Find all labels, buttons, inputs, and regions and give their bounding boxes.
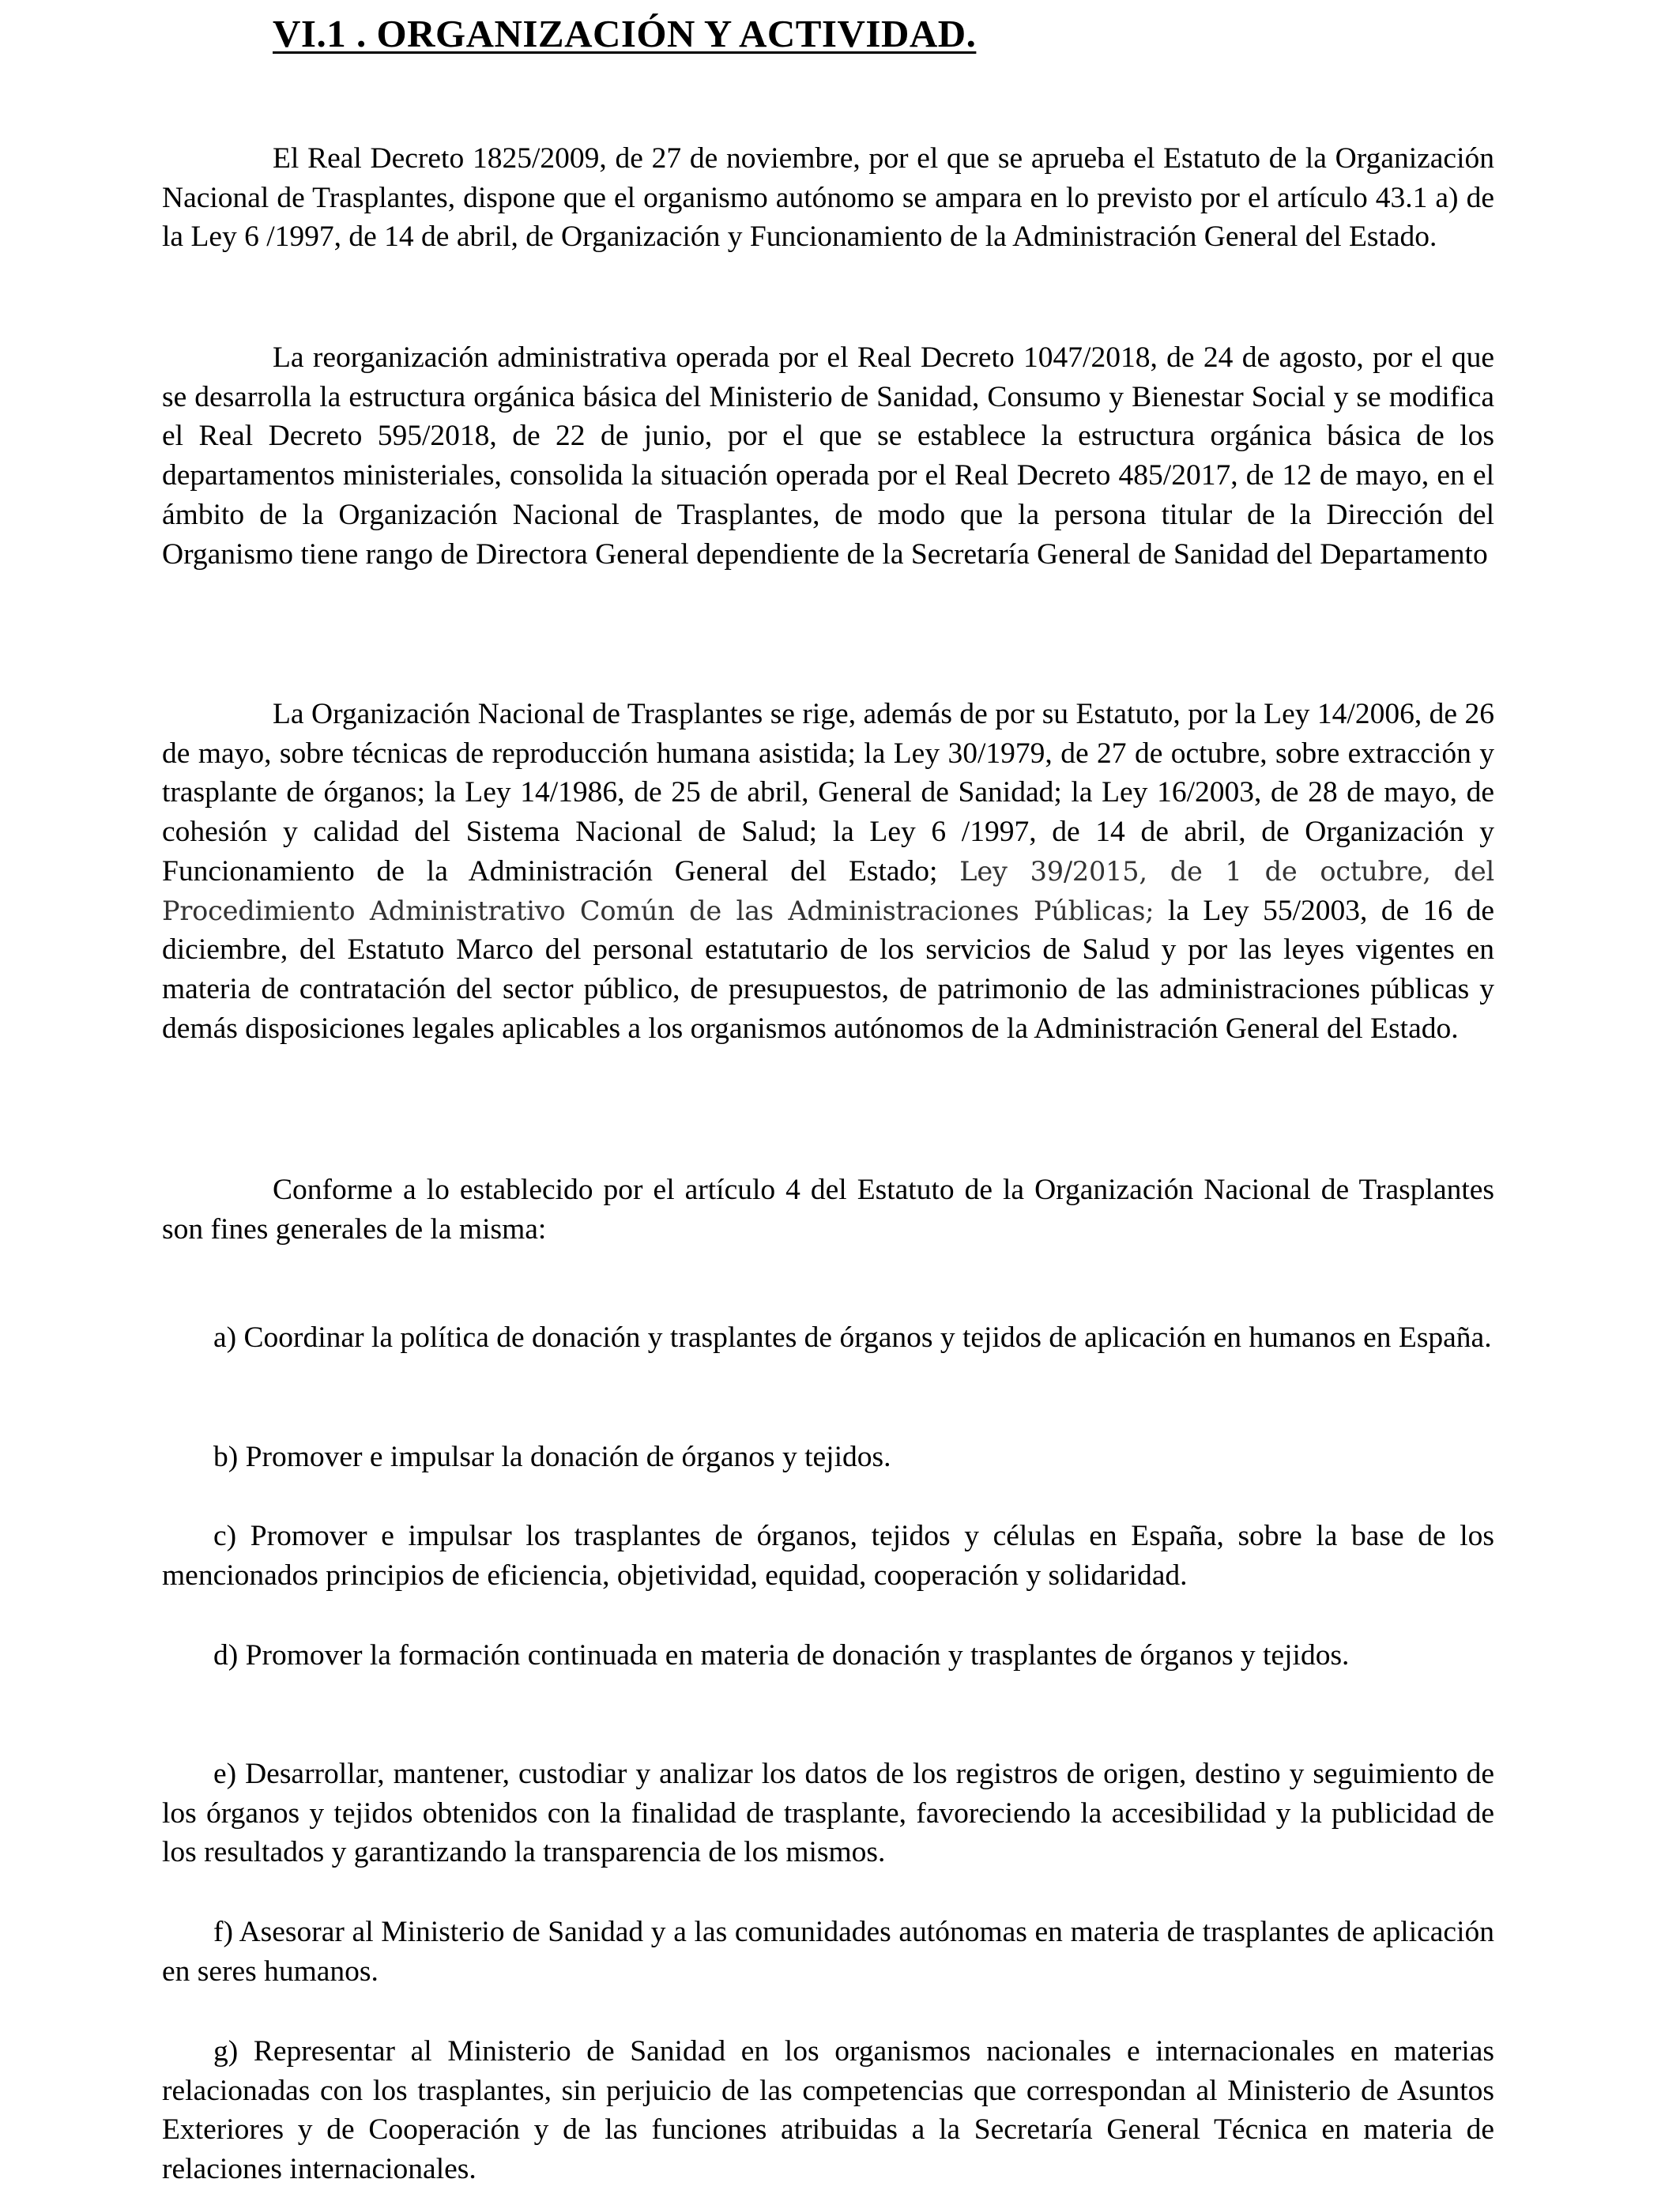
fin-item-b: b) Promover e impulsar la donación de órganos y tejidos.	[213, 1441, 891, 1473]
fin-item-f: f) Asesorar al Ministerio de Sanidad y a las comunidades autónomas en materia de trasplantes de aplicación en seres humanos.	[162, 1916, 1494, 1988]
paragraph-fines-intro: Conforme a lo establecido por el artículo 4 del Estatuto de la Organización Nacional de Trasplantes son fines generales de la misma:	[162, 1174, 1494, 1246]
fin-item-a: a) Coordinar la política de donación y trasplantes de órganos y tejidos de aplicación en humanos en España.	[213, 1321, 1492, 1354]
paragraph-normativa	[162, 695, 1494, 1048]
paragraph-real-decreto-1825: El Real Decreto 1825/2009, de 27 de noviembre, por el que se aprueba el Estatuto de la Organización Nacional de Trasplantes, dispone que el organismo autónomo se ampara en lo previsto por el artículo 43.1 a) de la Ley 6 /1997, de 14 de abril, de Organización y Funcionamiento de la Administración General del Estado.	[162, 142, 1494, 254]
fin-item-e: e) Desarrollar, mantener, custodiar y analizar los datos de los registros de origen, destino y seguimiento de los órganos y tejidos obtenidos con la finalidad de trasplante, favoreciendo la accesibilidad y la publicidad de los resultados y garantizando la transparencia de los mismos.	[162, 1758, 1494, 1869]
fin-item-g: g) Representar al Ministerio de Sanidad en los organismos nacionales e internacionales en materias relacionadas con los trasplantes, sin perjuicio de las competencias que correspondan al Ministerio de Asuntos Exteriores y de Cooperación y de las funciones atribuidas a la Secretaría General Técnica en materia de relaciones internacionales.	[162, 2035, 1494, 2186]
normativa-text-part1: La Organización Nacional de Trasplantes se rige, además de por su Estatuto, por la Ley 14/2006, de 26 de mayo, sobre técnicas de reproducción humana asistida; la Ley 30/1979, de 27 de octubre, sobre extracción y trasplante de órganos; la Ley 14/1986, de 25 de abril, General de Sanidad; la Ley 16/2003, de 28 de mayo, de cohesión y calidad del Sistema Nacional de Salud; la Ley 6 /1997, de 14 de abril, de Organización y Funcionamiento de la Administración General del Estado;	[162, 698, 1494, 888]
section-title: VI.1 . ORGANIZACIÓN Y ACTIVIDAD.	[273, 12, 977, 55]
fin-item-c: c) Promover e impulsar los trasplantes de órganos, tejidos y células en España, sobre la base de los mencionados principios de eficiencia, objetividad, equidad, cooperación y solidaridad.	[162, 1520, 1494, 1592]
normativa-text-part3: la Ley 55/2003, de 16 de diciembre, del Estatuto Marco del personal estatutario de los servicios de Salud y por las leyes vigentes en materia de contratación del sector público, de presupuestos, de patrimonio de las administraciones públicas y demás disposiciones legales aplicables a los organismos autónomos de la Administración General del Estado.	[162, 894, 1494, 1045]
fin-item-d: d) Promover la formación continuada en materia de donación y trasplantes de órganos y tejidos.	[213, 1639, 1350, 1672]
paragraph-reorganizacion: La reorganización administrativa operada por el Real Decreto 1047/2018, de 24 de agosto, por el que se desarrolla la estructura orgánica básica del Ministerio de Sanidad, Consumo y Bienestar Social y se modifica el Real Decreto 595/2018, de 22 de junio, por el que se establece la estructura orgánica básica de los departamentos ministeriales, consolida la situación operada por el Real Decreto 485/2017, de 12 de mayo, en el ámbito de la Organización Nacional de Trasplantes, de modo que la persona titular de la Dirección del Organismo tiene rango de Directora General dependiente de la Secretaría General de Sanidad del Departamento	[162, 341, 1494, 571]
normativa-text-ley-39-2015: Ley 39/2015, de 1 de octubre, del Procedimiento Administrativo Común de las Administraciones Públicas;	[162, 855, 1494, 926]
